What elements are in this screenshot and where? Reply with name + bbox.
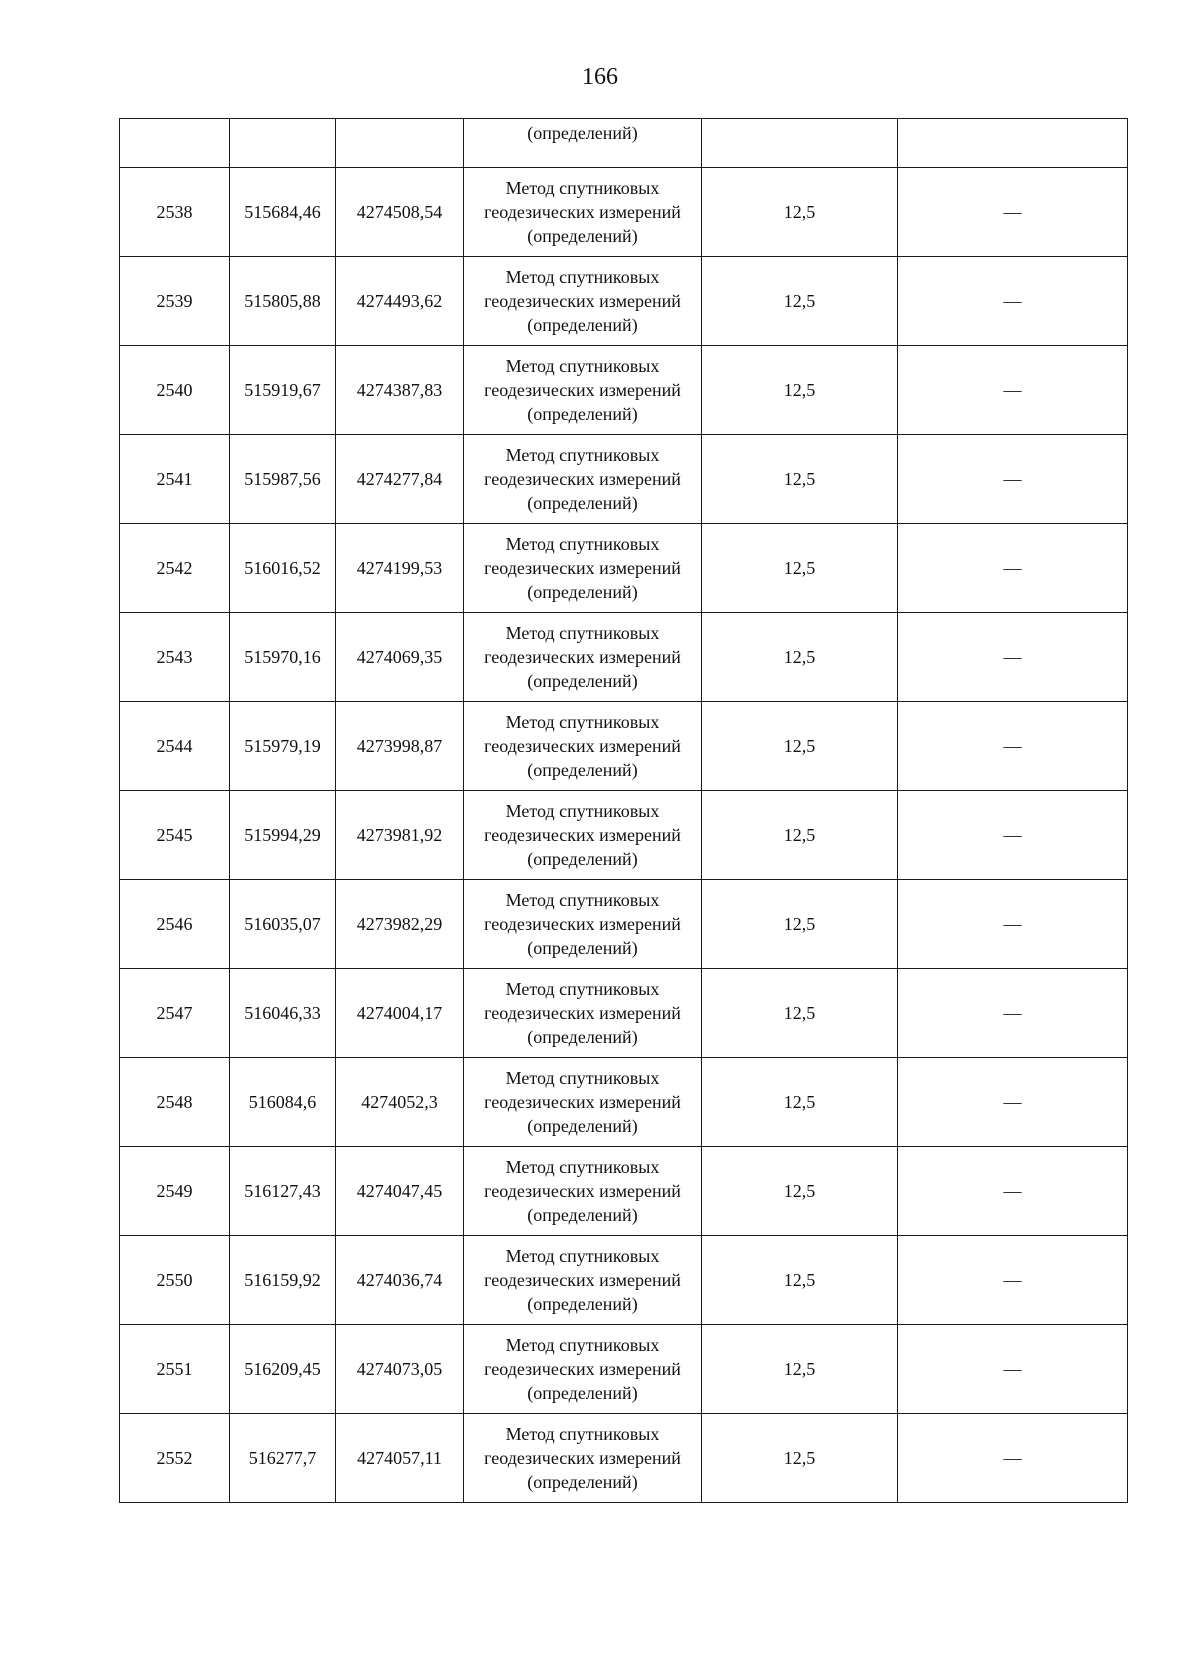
table-row xyxy=(120,168,1128,257)
cell-y xyxy=(336,119,464,168)
note-cell: — xyxy=(898,1414,1128,1503)
cell-note xyxy=(898,119,1128,168)
table-row xyxy=(120,791,1128,880)
cell-accuracy xyxy=(702,119,898,168)
method-line-2: геодезических измерений xyxy=(484,1359,681,1379)
method-line-2: геодезических измерений xyxy=(484,1181,681,1201)
coordinate-x: 516016,52 xyxy=(230,524,336,613)
note-cell: — xyxy=(898,1236,1128,1325)
method-line-3: (определений) xyxy=(527,315,638,335)
method-line-1: Метод спутниковых xyxy=(505,534,660,554)
method-line-1: Метод спутниковых xyxy=(505,1068,660,1088)
method-cell xyxy=(464,1325,702,1414)
method-line-2: геодезических измерений xyxy=(484,1092,681,1112)
table-row xyxy=(120,1325,1128,1414)
method-line-2: геодезических измерений xyxy=(484,1270,681,1290)
table-row xyxy=(120,1414,1128,1503)
method-line-3: (определений) xyxy=(527,582,638,602)
coordinate-x: 515805,88 xyxy=(230,257,336,346)
method-cell xyxy=(464,1414,702,1503)
coordinate-y: 4274057,11 xyxy=(336,1414,464,1503)
coordinate-y: 4274036,74 xyxy=(336,1236,464,1325)
method-line-1: Метод спутниковых xyxy=(505,1157,660,1177)
accuracy-cell: 12,5 xyxy=(702,969,898,1058)
table-row xyxy=(120,1236,1128,1325)
table-row xyxy=(120,346,1128,435)
note-cell: — xyxy=(898,702,1128,791)
point-number: 2546 xyxy=(120,880,230,969)
method-cell xyxy=(464,791,702,880)
method-cell xyxy=(464,168,702,257)
point-number: 2539 xyxy=(120,257,230,346)
coordinate-x: 515919,67 xyxy=(230,346,336,435)
point-number: 2552 xyxy=(120,1414,230,1503)
coordinate-x: 516159,92 xyxy=(230,1236,336,1325)
coordinate-x: 516084,6 xyxy=(230,1058,336,1147)
method-line-2: геодезических измерений xyxy=(484,736,681,756)
note-cell: — xyxy=(898,346,1128,435)
note-cell: — xyxy=(898,168,1128,257)
note-cell: — xyxy=(898,880,1128,969)
method-line-2: геодезических измерений xyxy=(484,1003,681,1023)
point-number: 2540 xyxy=(120,346,230,435)
coordinate-y: 4274052,3 xyxy=(336,1058,464,1147)
method-line-3: (определений) xyxy=(527,1294,638,1314)
method-cell xyxy=(464,1236,702,1325)
table-row xyxy=(120,1058,1128,1147)
note-cell: — xyxy=(898,969,1128,1058)
method-line-1: Метод спутниковых xyxy=(505,356,660,376)
method-line-1: Метод спутниковых xyxy=(505,1246,660,1266)
coordinate-x: 515987,56 xyxy=(230,435,336,524)
method-cell xyxy=(464,257,702,346)
method-line-2: геодезических измерений xyxy=(484,380,681,400)
note-cell: — xyxy=(898,1325,1128,1414)
point-number: 2548 xyxy=(120,1058,230,1147)
accuracy-cell: 12,5 xyxy=(702,1058,898,1147)
method-line-3: (определений) xyxy=(527,1027,638,1047)
note-cell: — xyxy=(898,791,1128,880)
point-number: 2543 xyxy=(120,613,230,702)
coordinate-y: 4274508,54 xyxy=(336,168,464,257)
method-line-3: (определений) xyxy=(527,404,638,424)
method-line-1: Метод спутниковых xyxy=(505,890,660,910)
table-row xyxy=(120,1147,1128,1236)
method-line-2: геодезических измерений xyxy=(484,558,681,578)
method-line-2: геодезических измерений xyxy=(484,1448,681,1468)
table-body xyxy=(120,119,1128,1503)
coordinate-x: 516035,07 xyxy=(230,880,336,969)
coordinate-x: 516277,7 xyxy=(230,1414,336,1503)
method-line-3: (определений) xyxy=(527,1472,638,1492)
point-number: 2551 xyxy=(120,1325,230,1414)
accuracy-cell: 12,5 xyxy=(702,613,898,702)
method-line-2: геодезических измерений xyxy=(484,202,681,222)
method-line-3: (определений) xyxy=(527,226,638,246)
method-line-1: Метод спутниковых xyxy=(505,801,660,821)
accuracy-cell: 12,5 xyxy=(702,702,898,791)
method-cell xyxy=(464,702,702,791)
accuracy-cell: 12,5 xyxy=(702,1325,898,1414)
table-row xyxy=(120,702,1128,791)
point-number: 2538 xyxy=(120,168,230,257)
coordinate-y: 4274047,45 xyxy=(336,1147,464,1236)
coordinate-y: 4274387,83 xyxy=(336,346,464,435)
table-row xyxy=(120,524,1128,613)
cell-x xyxy=(230,119,336,168)
method-line-1: Метод спутниковых xyxy=(505,1424,660,1444)
table-row xyxy=(120,257,1128,346)
method-line-2: геодезических измерений xyxy=(484,291,681,311)
point-number: 2550 xyxy=(120,1236,230,1325)
coordinate-y: 4274199,53 xyxy=(336,524,464,613)
method-line-1: Метод спутниковых xyxy=(505,445,660,465)
method-line-2: геодезических измерений xyxy=(484,469,681,489)
coordinate-x: 515994,29 xyxy=(230,791,336,880)
method-cell xyxy=(464,435,702,524)
note-cell: — xyxy=(898,524,1128,613)
method-cell xyxy=(464,880,702,969)
method-cell xyxy=(464,969,702,1058)
coordinate-y: 4273998,87 xyxy=(336,702,464,791)
coordinate-y: 4273981,92 xyxy=(336,791,464,880)
method-line-1: Метод спутниковых xyxy=(505,178,660,198)
coordinates-table xyxy=(119,118,1128,1503)
coordinate-x: 516209,45 xyxy=(230,1325,336,1414)
method-cell xyxy=(464,1058,702,1147)
accuracy-cell: 12,5 xyxy=(702,1414,898,1503)
method-line-3: (определений) xyxy=(527,1205,638,1225)
method-line-3: (определений) xyxy=(527,1116,638,1136)
accuracy-cell: 12,5 xyxy=(702,257,898,346)
method-cell xyxy=(464,613,702,702)
table-row xyxy=(120,880,1128,969)
method-line-3: (определений) xyxy=(527,493,638,513)
coordinate-x: 516127,43 xyxy=(230,1147,336,1236)
method-line-2: геодезических измерений xyxy=(484,647,681,667)
coordinate-x: 515684,46 xyxy=(230,168,336,257)
method-line-3: (определений) xyxy=(527,1383,638,1403)
page-number: 166 xyxy=(582,64,618,90)
point-number: 2547 xyxy=(120,969,230,1058)
cell-method: (определений) xyxy=(464,119,702,168)
table-row xyxy=(120,969,1128,1058)
coordinate-y: 4274493,62 xyxy=(336,257,464,346)
accuracy-cell: 12,5 xyxy=(702,1236,898,1325)
point-number: 2542 xyxy=(120,524,230,613)
method-line-2: геодезических измерений xyxy=(484,914,681,934)
method-line-3: (определений) xyxy=(527,760,638,780)
accuracy-cell: 12,5 xyxy=(702,168,898,257)
method-line-3: (определений) xyxy=(527,938,638,958)
coordinate-x: 515970,16 xyxy=(230,613,336,702)
method-line-1: Метод спутниковых xyxy=(505,267,660,287)
coordinate-x: 515979,19 xyxy=(230,702,336,791)
method-line-1: Метод спутниковых xyxy=(505,1335,660,1355)
point-number: 2541 xyxy=(120,435,230,524)
note-cell: — xyxy=(898,1147,1128,1236)
method-cell xyxy=(464,524,702,613)
cell-num xyxy=(120,119,230,168)
point-number: 2544 xyxy=(120,702,230,791)
accuracy-cell: 12,5 xyxy=(702,435,898,524)
table-row xyxy=(120,435,1128,524)
method-line-1: Метод спутниковых xyxy=(505,712,660,732)
method-line-3: (определений) xyxy=(527,849,638,869)
accuracy-cell: 12,5 xyxy=(702,1147,898,1236)
method-line-1: Метод спутниковых xyxy=(505,979,660,999)
accuracy-cell: 12,5 xyxy=(702,346,898,435)
point-number: 2549 xyxy=(120,1147,230,1236)
note-cell: — xyxy=(898,1058,1128,1147)
coordinate-x: 516046,33 xyxy=(230,969,336,1058)
method-line-1: Метод спутниковых xyxy=(505,623,660,643)
point-number: 2545 xyxy=(120,791,230,880)
method-cell xyxy=(464,346,702,435)
method-line-2: геодезических измерений xyxy=(484,825,681,845)
coordinate-y: 4274004,17 xyxy=(336,969,464,1058)
table-row xyxy=(120,613,1128,702)
note-cell: — xyxy=(898,613,1128,702)
accuracy-cell: 12,5 xyxy=(702,791,898,880)
method-line-3: (определений) xyxy=(527,671,638,691)
coordinate-y: 4274069,35 xyxy=(336,613,464,702)
note-cell: — xyxy=(898,435,1128,524)
coordinate-y: 4274073,05 xyxy=(336,1325,464,1414)
accuracy-cell: 12,5 xyxy=(702,880,898,969)
method-cell xyxy=(464,1147,702,1236)
accuracy-cell: 12,5 xyxy=(702,524,898,613)
note-cell: — xyxy=(898,257,1128,346)
coordinate-y: 4273982,29 xyxy=(336,880,464,969)
continued-row xyxy=(120,119,1128,168)
coordinate-y: 4274277,84 xyxy=(336,435,464,524)
